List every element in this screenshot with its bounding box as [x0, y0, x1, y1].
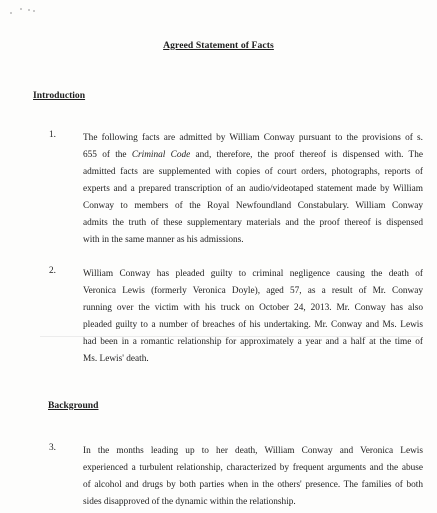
- text-line: Conway to members of the Royal Newfoundland Constabulary. William Conway: [83, 201, 423, 211]
- paragraph-text: [83, 130, 423, 249]
- paragraph-number: 2.: [49, 266, 56, 276]
- statute-name: Criminal Code: [131, 150, 191, 160]
- text-line: pleaded guilty to a number of breaches of his undertaking. Mr. Conway and Ms. Lewis: [83, 320, 423, 330]
- text-line: had been in a romantic relationship for approximately a year and a half at the time of: [83, 337, 423, 347]
- paragraph-text: [83, 266, 423, 368]
- section-heading-background: Background: [48, 400, 99, 411]
- text-line: experts and a prepared transcription of an audio/videotaped statement made by William: [83, 184, 423, 194]
- text-line: In the months leading up to her death, William Conway and Veronica Lewis: [83, 446, 423, 456]
- scan-artifact-line: [40, 336, 420, 337]
- text-line: Ms. Lewis' death.: [83, 354, 149, 364]
- document-title: Agreed Statement of Facts: [163, 40, 274, 51]
- section-heading-introduction: Introduction: [33, 90, 86, 101]
- scan-speck-marks: [6, 8, 46, 16]
- text-line: of alcohol and drugs by both parties when in the others' presence. The families of both: [83, 480, 423, 490]
- text-line: William Conway has pleaded guilty to criminal negligence causing the death of: [83, 269, 423, 279]
- paragraph-number: 3.: [49, 443, 56, 453]
- text-line: The following facts are admitted by William Conway pursuant to the provisions of s.: [83, 133, 423, 143]
- text-line: Veronica Lewis (formerly Veronica Doyle), aged 57, as a result of Mr. Conway: [83, 286, 423, 296]
- text-line: with in the same manner as his admissions.: [83, 235, 244, 245]
- paragraph-text: [83, 443, 423, 511]
- text-line: admitted facts are supplemented with copies of court orders, photographs, reports of: [83, 167, 423, 177]
- text-line: 655 of the Criminal Code and, therefore, the proof thereof is dispensed with. The: [83, 150, 423, 160]
- text-line: sides disapproved of the dynamic within the relationship.: [83, 497, 296, 507]
- text-line: running over the victim with his truck on October 24, 2013. Mr. Conway has also: [83, 303, 423, 313]
- text-line: experienced a turbulent relationship, characterized by frequent arguments and the abuse: [83, 463, 423, 473]
- paragraph-number: 1.: [49, 130, 56, 140]
- text-line: admits the truth of these supplementary materials and the proof thereof is dispensed: [83, 218, 423, 228]
